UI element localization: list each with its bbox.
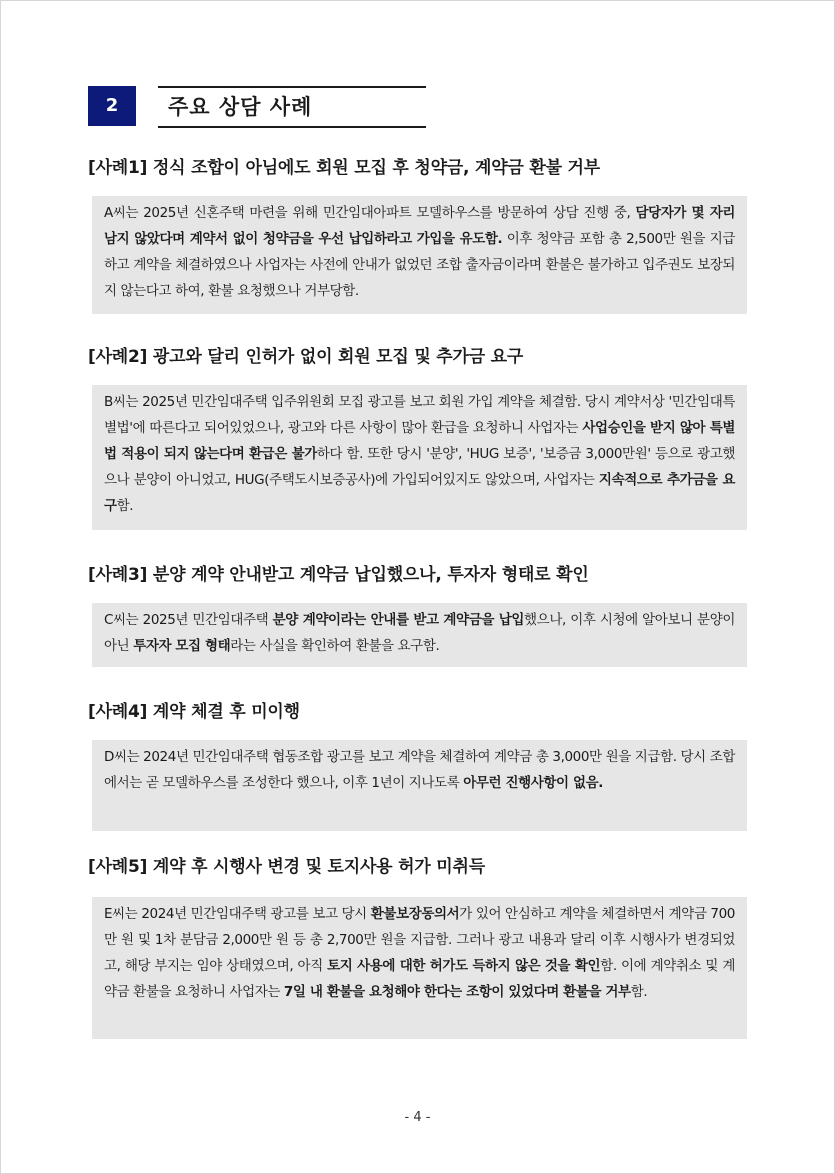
case-text-emphasis: 토지 사용에 대한 허가도 득하지 않은 것을 확인 [327, 958, 601, 974]
case-4-heading: [사례4] 계약 체결 후 미이행 [88, 702, 300, 722]
case-2-body [92, 385, 747, 530]
section-number: 2 [88, 86, 136, 126]
case-text: C씨는 2025년 민간임대주택 [104, 612, 273, 628]
case-1-body [92, 196, 747, 314]
case-text-emphasis: 사업승인을 받지 않아 특별법 적용이 되지 않는다며 환급은 불가 [104, 420, 735, 462]
case-text: A씨는 2025년 신혼주택 마련을 위해 민간임대아파트 모델하우스를 방문하여 상담 진행 중, [104, 205, 636, 221]
section-title: 주요 상담 사례 [168, 95, 313, 119]
case-text: 라는 사실을 확인하여 환불을 요구함. [230, 638, 440, 654]
case-text: B씨는 2025년 민간임대주택 입주위원회 모집 광고를 보고 회원 가입 계약을 체결함. 당시 계약서상 '민간임대특별법'에 따른다고 되어있었으나, 광고와 다른 사항이 많아 환급을 요청하니 사업자는 [104, 394, 735, 436]
case-text-emphasis: 투자자 모집 형태 [133, 638, 231, 654]
case-text: E씨는 2024년 민간임대주택 광고를 보고 당시 [104, 906, 371, 922]
case-text: D씨는 2024년 민간임대주택 협동조합 광고를 보고 계약을 체결하여 계약금 총 3,000만 원을 지급함. 당시 조합에서는 곧 모델하우스를 조성한다 했으나, 이후 1년이 지나도록 [104, 749, 735, 791]
case-3-body [92, 603, 747, 667]
case-4-body [92, 740, 747, 831]
case-text: 가 있어 안심하고 계약을 체결하면서 계약금 700만 원 및 1차 분담금 2,000만 원 등 총 2,700만 원을 지급함. 그러나 광고 내용과 달리 이후 시행사가 변경되었고, 해당 부지는 임야 상태였으며, 아직 [104, 906, 735, 974]
case-text-emphasis: 아무런 진행사항이 없음. [463, 775, 603, 791]
page-number: - 4 - [404, 1110, 431, 1125]
section-title-frame [158, 86, 426, 128]
case-text: 이후 청약금 포함 총 2,500만 원을 지급하고 계약을 체결하였으나 사업자는 사전에 안내가 없었던 조합 출자금이라며 환불은 불가하고 입주권도 보장되지 않는다고 하여, 환불 요청했으나 거부당함. [104, 231, 735, 299]
case-1-heading: [사례1] 정식 조합이 아님에도 회원 모집 후 청약금, 계약금 환불 거부 [88, 158, 600, 178]
case-3-heading: [사례3] 분양 계약 안내받고 계약금 납입했으나, 투자자 형태로 확인 [88, 565, 589, 585]
case-5-heading: [사례5] 계약 후 시행사 변경 및 토지사용 허가 미취득 [88, 857, 485, 877]
case-text-emphasis: 분양 계약이라는 안내를 받고 계약금을 납입 [272, 612, 525, 628]
case-text-emphasis: 지속적으로 추가금을 요구 [104, 472, 735, 514]
section-header [88, 86, 428, 128]
case-text-emphasis: 환불보장동의서 [370, 906, 460, 922]
case-text-emphasis: 7일 내 환불을 요청해야 한다는 조항이 있었다며 환불을 거부 [283, 984, 631, 1000]
case-text: 함. [116, 498, 134, 514]
case-2-heading: [사례2] 광고와 달리 인허가 없이 회원 모집 및 추가금 요구 [88, 347, 524, 367]
case-text: 했으나, 이후 시청에 알아보니 분양이 아닌 [104, 612, 735, 654]
case-text: 하다 함. 또한 당시 '분양', 'HUG 보증', '보증금 3,000만원' 등으로 광고했으나 분양이 아니었고, HUG(주택도시보증공사)에 가입되어있지도 않았으며, 사업자는 [104, 446, 735, 488]
case-5-body [92, 897, 747, 1039]
case-text-emphasis: 담당자가 몇 자리 남지 않았다며 계약서 없이 청약금을 우선 납입하라고 가입을 유도함. [104, 205, 735, 247]
case-text: 함. 이에 계약취소 및 계약금 환불을 요청하니 사업자는 [104, 958, 735, 1000]
case-text: 함. [630, 984, 648, 1000]
